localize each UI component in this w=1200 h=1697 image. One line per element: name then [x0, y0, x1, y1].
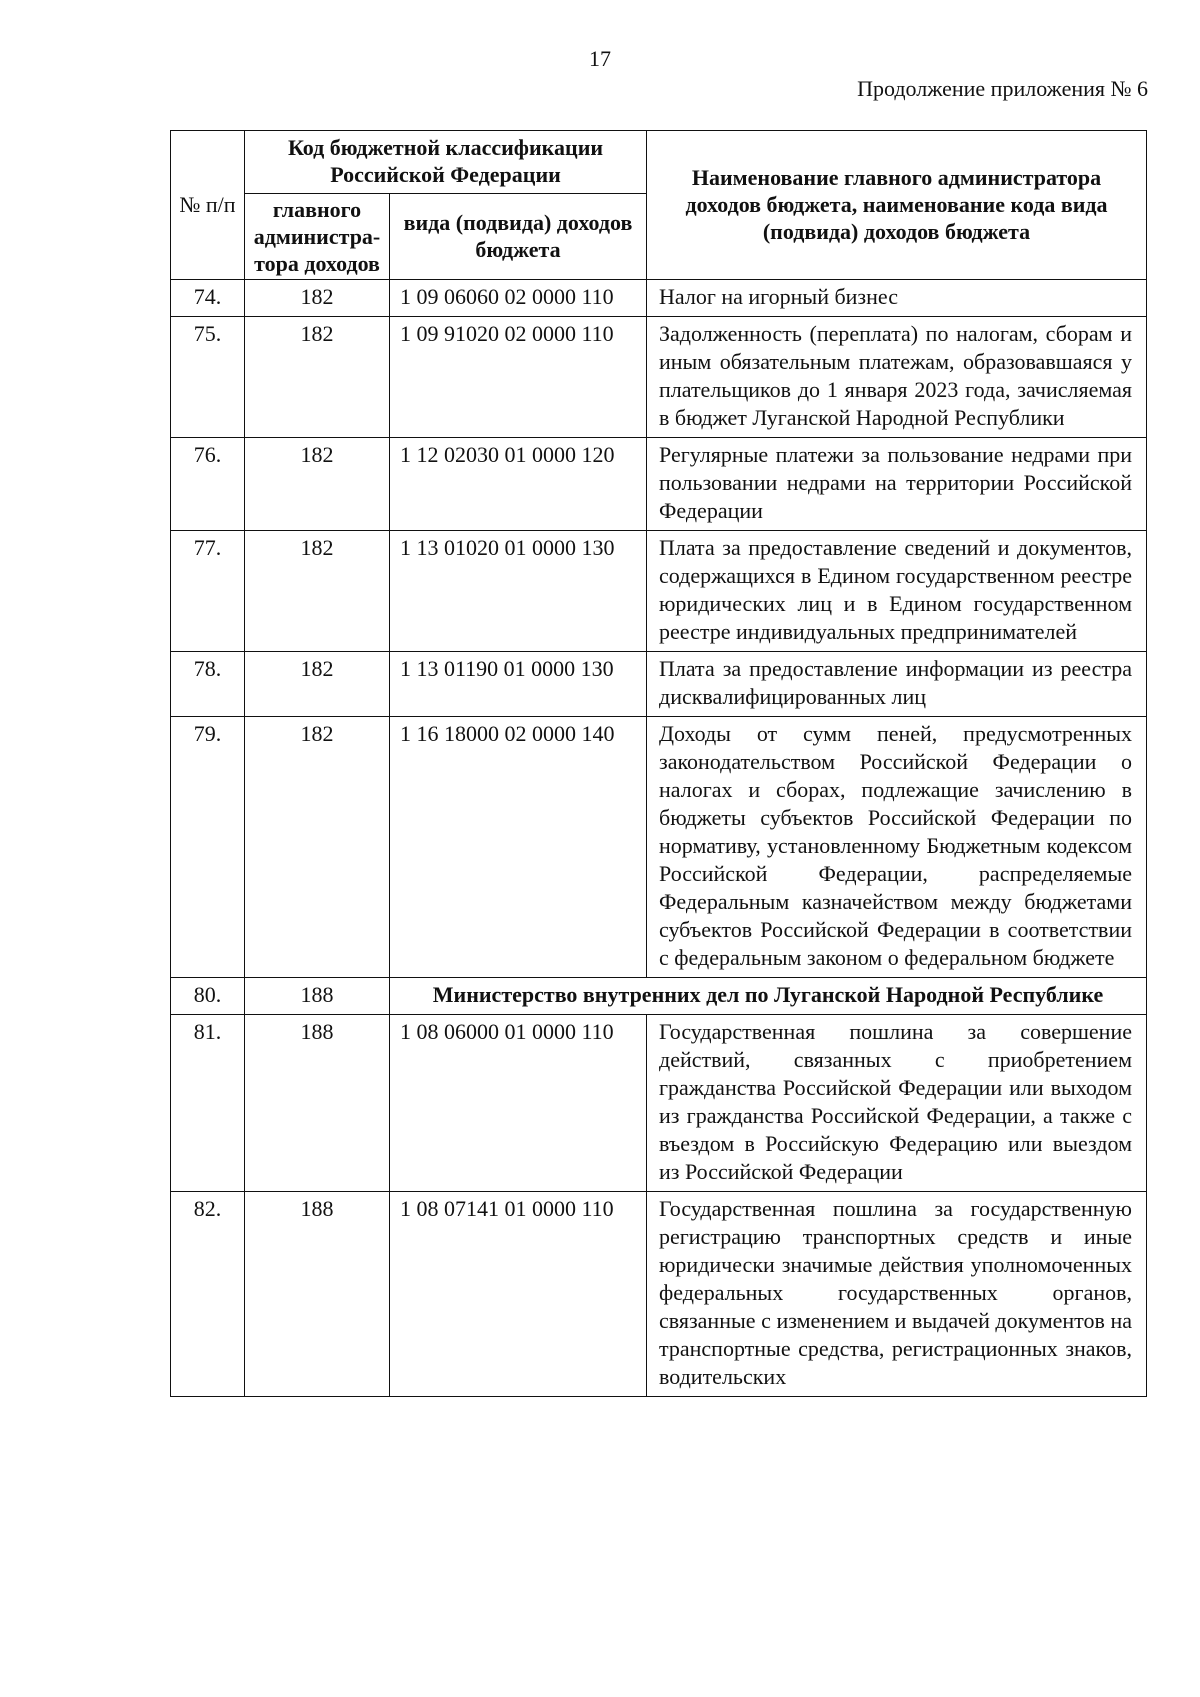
- administrator-section-heading: Министерство внутренних дел по Луганской Народной Республике: [390, 978, 1147, 1015]
- income-name: Доходы от сумм пеней, предусмотренных законодательством Российской Федерации о налогах и сборах, подлежащие зачислению в бюджеты субъектов Российской Федерации по нормативу, установленному Бюджетным кодексом Российской Федерации, распределяемые Федеральным казначейством между бюджетами субъектов Российской Федерации в соответствии с федеральным законом о федеральном бюджете: [647, 717, 1147, 978]
- income-name: Регулярные платежи за пользование недрами при пользовании недрами на территории Российской Федерации: [647, 438, 1147, 531]
- header-administrator-code: главного администра-тора доходов: [245, 194, 390, 280]
- income-code: 1 09 91020 02 0000 110: [390, 317, 647, 438]
- administrator-code: 188: [245, 1015, 390, 1192]
- table-row: [171, 531, 1147, 652]
- row-number: 78.: [171, 652, 245, 717]
- income-name: Задолженность (переплата) по налогам, сборам и иным обязательным платежам, образовавшаяся у плательщиков до 1 января 2023 года, зачисляемая в бюджет Луганской Народной Республики: [647, 317, 1147, 438]
- header-income-kind-code: вида (подвида) доходов бюджета: [390, 194, 647, 280]
- header-row-number: № п/п: [171, 131, 245, 280]
- table-row: [171, 280, 1147, 317]
- administrator-code: 182: [245, 438, 390, 531]
- income-code: 1 09 06060 02 0000 110: [390, 280, 647, 317]
- row-number: 77.: [171, 531, 245, 652]
- row-number: 79.: [171, 717, 245, 978]
- administrator-code: 182: [245, 280, 390, 317]
- income-name: Плата за предоставление сведений и документов, содержащихся в Едином государственном реестре юридических лиц и в Едином государственном реестре индивидуальных предпринимателей: [647, 531, 1147, 652]
- table-header: [171, 131, 1147, 280]
- income-code: 1 12 02030 01 0000 120: [390, 438, 647, 531]
- table-row: [171, 1192, 1147, 1397]
- income-name: Плата за предоставление информации из реестра дисквалифицированных лиц: [647, 652, 1147, 717]
- row-number: 82.: [171, 1192, 245, 1397]
- income-code: 1 13 01190 01 0000 130: [390, 652, 647, 717]
- administrator-code: 182: [245, 317, 390, 438]
- income-name: Государственная пошлина за совершение действий, связанных с приобретением гражданства Российской Федерации или выходом из гражданства Российской Федерации, а также с въездом в Российскую Федерацию или выездом из Российской Федерации: [647, 1015, 1147, 1192]
- table-body: [171, 280, 1147, 1397]
- administrator-code: 182: [245, 717, 390, 978]
- budget-classification-table: [170, 130, 1147, 1397]
- table-row: [171, 317, 1147, 438]
- row-number: 80.: [171, 978, 245, 1015]
- administrator-code: 182: [245, 531, 390, 652]
- income-name: Государственная пошлина за государственную регистрацию транспортных средств и иные юридически значимые действия уполномоченных федеральных государственных органов, связанные с изменением и выдачей документов на транспортные средства, регистрационных знаков, водительских: [647, 1192, 1147, 1397]
- page-number: 17: [589, 46, 611, 71]
- administrator-code: 188: [245, 1192, 390, 1397]
- administrator-code: 182: [245, 652, 390, 717]
- table-row: [171, 717, 1147, 978]
- income-code: 1 08 07141 01 0000 110: [390, 1192, 647, 1397]
- income-code: 1 08 06000 01 0000 110: [390, 1015, 647, 1192]
- income-name: Налог на игорный бизнес: [647, 280, 1147, 317]
- row-number: 76.: [171, 438, 245, 531]
- table-row: [171, 652, 1147, 717]
- income-code: 1 16 18000 02 0000 140: [390, 717, 647, 978]
- income-code: 1 13 01020 01 0000 130: [390, 531, 647, 652]
- row-number: 81.: [171, 1015, 245, 1192]
- table-row-section-heading: [171, 978, 1147, 1015]
- header-kbk-group: Код бюджетной классификации Российской Федерации: [245, 131, 647, 194]
- table-row: [171, 438, 1147, 531]
- appendix-continuation-label: Продолжение приложения № 6: [857, 76, 1148, 101]
- header-administrator-name: Наименование главного администратора доходов бюджета, наименование кода вида (подвида) доходов бюджета: [647, 131, 1147, 280]
- row-number: 74.: [171, 280, 245, 317]
- administrator-code: 188: [245, 978, 390, 1015]
- table-row: [171, 1015, 1147, 1192]
- row-number: 75.: [171, 317, 245, 438]
